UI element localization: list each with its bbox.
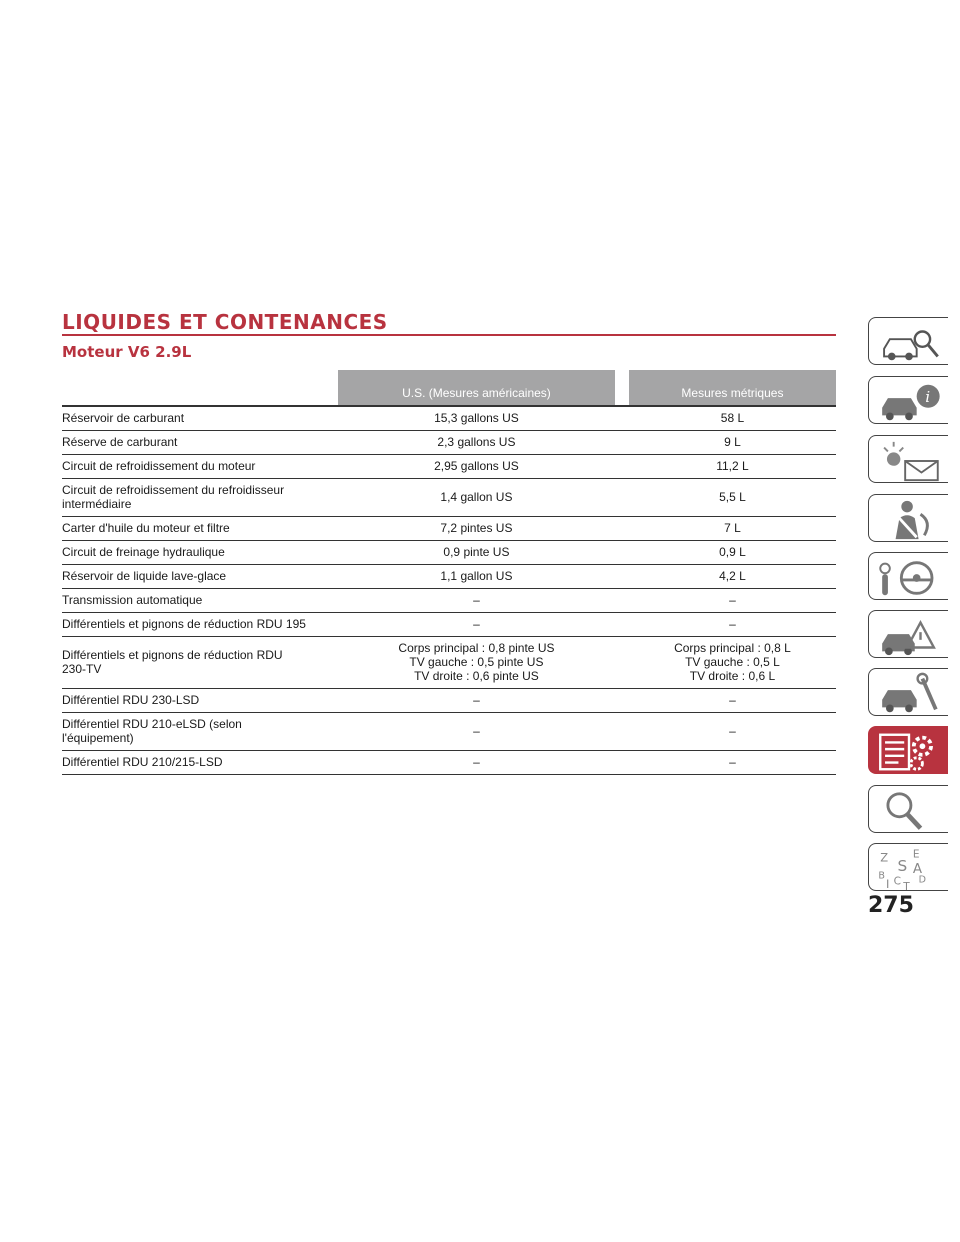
cell-us <box>338 406 615 430</box>
cell-us-text: 1,1 gallon US <box>440 569 513 583</box>
cell-us-text: – <box>473 693 480 707</box>
cell-metric-text: 9 L <box>724 435 741 449</box>
cell-us-text: Corps principal : 0,8 pinte US <box>398 641 555 655</box>
cell-item-text: Circuit de freinage hydraulique <box>62 545 225 559</box>
side-tab-car-emergency[interactable] <box>868 610 948 658</box>
cell-gap <box>615 540 629 564</box>
seatbelt-airbag-icon <box>873 497 945 543</box>
cell-metric-text: – <box>729 593 736 607</box>
car-emergency-icon <box>873 613 945 659</box>
cell-gap <box>615 688 629 712</box>
fluids-capacities-table <box>62 370 836 775</box>
table-row <box>62 540 836 564</box>
cell-metric <box>629 430 836 454</box>
cell-item <box>62 454 324 478</box>
table-row <box>62 564 836 588</box>
cell-item-text: 230-TV <box>62 662 102 676</box>
cell-us <box>338 612 615 636</box>
warning-light-message-icon <box>873 438 945 484</box>
cell-metric-text: 7 L <box>724 521 741 535</box>
svg-text:E: E <box>912 848 920 861</box>
cell-metric-text: – <box>729 724 736 738</box>
car-maintenance-icon <box>873 671 945 717</box>
cell-us-text: TV gauche : 0,5 pinte US <box>409 655 544 669</box>
cell-gap <box>324 564 338 588</box>
table-row <box>62 516 836 540</box>
cell-gap <box>615 430 629 454</box>
cell-gap <box>615 588 629 612</box>
cell-item <box>62 564 324 588</box>
cell-gap <box>324 430 338 454</box>
table-row <box>62 688 836 712</box>
header-us: U.S. (Mesures américaines) <box>338 370 615 406</box>
svg-text:T: T <box>903 881 910 892</box>
cell-us-text: – <box>473 755 480 769</box>
cell-us <box>338 540 615 564</box>
cell-item-text: Circuit de refroidissement du moteur <box>62 459 256 473</box>
alphabetical-index-icon <box>873 846 945 892</box>
cell-item <box>62 588 324 612</box>
car-search-icon <box>873 320 945 366</box>
table-row <box>62 750 836 774</box>
cell-us-text: 1,4 gallon US <box>440 490 513 504</box>
cell-gap <box>324 636 338 688</box>
cell-us-text: – <box>473 724 480 738</box>
cell-us <box>338 454 615 478</box>
cell-metric-text: – <box>729 755 736 769</box>
cell-item-text: Différentiel RDU 210/215-LSD <box>62 755 223 769</box>
cell-metric <box>629 688 836 712</box>
cell-us <box>338 750 615 774</box>
cell-us-text: 0,9 pinte US <box>443 545 510 559</box>
table-row <box>62 636 836 688</box>
cell-gap <box>324 478 338 516</box>
cell-item <box>62 406 324 430</box>
cell-gap <box>615 612 629 636</box>
cell-item <box>62 750 324 774</box>
cell-us-text: 2,3 gallons US <box>437 435 516 449</box>
cell-metric <box>629 540 836 564</box>
cell-us <box>338 564 615 588</box>
cell-item-text: Transmission automatique <box>62 593 203 607</box>
cell-gap <box>615 478 629 516</box>
cell-us <box>338 516 615 540</box>
cell-item-text: Différentiels et pignons de réduction RDU <box>62 648 283 662</box>
cell-us-text: TV droite : 0,6 pinte US <box>414 669 539 683</box>
cell-item <box>62 516 324 540</box>
table-row <box>62 454 836 478</box>
svg-text:C: C <box>893 875 902 888</box>
cell-item <box>62 612 324 636</box>
cell-item-text: Différentiel RDU 210-eLSD (selon <box>62 717 242 731</box>
cell-metric <box>629 406 836 430</box>
cell-metric-text: 11,2 L <box>716 459 749 473</box>
side-tab-technical-data[interactable] <box>868 726 948 774</box>
side-tab-car-info[interactable] <box>868 376 948 424</box>
svg-text:I: I <box>886 877 890 892</box>
cell-item-text: Carter d'huile du moteur et filtre <box>62 521 230 535</box>
side-tab-alphabetical-index[interactable] <box>868 843 948 891</box>
cell-item-text: Différentiel RDU 230-LSD <box>62 693 200 707</box>
svg-text:A: A <box>912 861 923 877</box>
cell-gap <box>615 564 629 588</box>
header-gap <box>324 370 338 406</box>
cell-us <box>338 430 615 454</box>
table-row <box>62 406 836 430</box>
car-info-icon <box>873 379 945 425</box>
cell-gap <box>324 688 338 712</box>
table-row <box>62 478 836 516</box>
side-tab-search[interactable] <box>868 785 948 833</box>
cell-metric <box>629 478 836 516</box>
cell-item <box>62 688 324 712</box>
cell-gap <box>615 454 629 478</box>
svg-text:i: i <box>925 388 931 406</box>
cell-gap <box>615 750 629 774</box>
cell-metric-text: TV gauche : 0,5 L <box>685 655 780 669</box>
table-row <box>62 430 836 454</box>
cell-gap <box>324 712 338 750</box>
side-tab-steering-wheel-key[interactable] <box>868 552 948 600</box>
table-header-row <box>62 370 836 406</box>
subsection-title: Moteur V6 2.9L <box>62 343 192 361</box>
cell-metric <box>629 750 836 774</box>
steering-wheel-key-icon <box>873 555 945 601</box>
cell-gap <box>615 636 629 688</box>
cell-metric-text: 4,2 L <box>719 569 746 583</box>
cell-gap <box>324 540 338 564</box>
svg-text:D: D <box>918 874 926 886</box>
cell-us-text: 2,95 gallons US <box>434 459 519 473</box>
table-row <box>62 612 836 636</box>
cell-us <box>338 712 615 750</box>
search-icon <box>873 788 945 834</box>
cell-item <box>62 712 324 750</box>
cell-item <box>62 478 324 516</box>
cell-item-text: Circuit de refroidissement du refroidisseur <box>62 483 285 497</box>
cell-metric <box>629 588 836 612</box>
header-blank <box>62 370 324 406</box>
cell-us-text: 7,2 pintes US <box>440 521 513 535</box>
cell-item-text: Réservoir de carburant <box>62 411 185 426</box>
cell-gap <box>324 750 338 774</box>
cell-us-text: – <box>473 617 480 631</box>
cell-metric-text: 5,5 L <box>719 490 746 504</box>
page-number: 275 <box>868 893 914 918</box>
cell-metric <box>629 454 836 478</box>
cell-item <box>62 636 324 688</box>
technical-data-icon <box>873 729 945 775</box>
cell-item-text: intermédiaire <box>62 497 132 511</box>
cell-item-text: Réservoir de liquide lave-glace <box>62 569 227 583</box>
cell-metric-text: – <box>729 693 736 707</box>
table-row <box>62 588 836 612</box>
cell-gap <box>324 588 338 612</box>
cell-us-text: – <box>473 593 480 607</box>
cell-gap <box>324 516 338 540</box>
header-gap <box>615 370 629 406</box>
cell-metric <box>629 564 836 588</box>
svg-text:Z: Z <box>880 850 889 865</box>
cell-us <box>338 588 615 612</box>
cell-gap <box>324 612 338 636</box>
side-tab-seatbelt-airbag[interactable] <box>868 494 948 542</box>
cell-metric <box>629 612 836 636</box>
cell-gap <box>324 454 338 478</box>
table-row <box>62 712 836 750</box>
cell-item-text: l'équipement) <box>62 731 134 745</box>
header-metric: Mesures métriques <box>629 370 836 406</box>
cell-item-text: Réserve de carburant <box>62 435 178 449</box>
cell-us <box>338 478 615 516</box>
section-title: LIQUIDES ET CONTENANCES <box>62 310 836 336</box>
cell-us <box>338 636 615 688</box>
svg-text:S: S <box>897 856 908 875</box>
cell-metric-text: TV droite : 0,6 L <box>689 669 776 683</box>
cell-gap <box>615 406 629 430</box>
cell-gap <box>615 712 629 750</box>
cell-metric-text: 58 L <box>720 411 745 426</box>
cell-metric-text: Corps principal : 0,8 L <box>674 641 791 655</box>
cell-item-text: Différentiels et pignons de réduction RDU 195 <box>62 617 306 631</box>
svg-text:B: B <box>878 870 885 882</box>
cell-us-text: 15,3 gallons US <box>434 411 519 426</box>
side-tab-car-maintenance[interactable] <box>868 668 948 716</box>
cell-us <box>338 688 615 712</box>
side-tab-warning-light-message[interactable] <box>868 435 948 483</box>
cell-metric-text: – <box>729 617 736 631</box>
cell-metric-text: 0,9 L <box>719 545 746 559</box>
cell-metric <box>629 636 836 688</box>
cell-gap <box>615 516 629 540</box>
cell-item <box>62 430 324 454</box>
cell-metric <box>629 712 836 750</box>
side-tab-car-search[interactable] <box>868 317 948 365</box>
cell-item <box>62 540 324 564</box>
cell-gap <box>324 406 338 430</box>
cell-metric <box>629 516 836 540</box>
